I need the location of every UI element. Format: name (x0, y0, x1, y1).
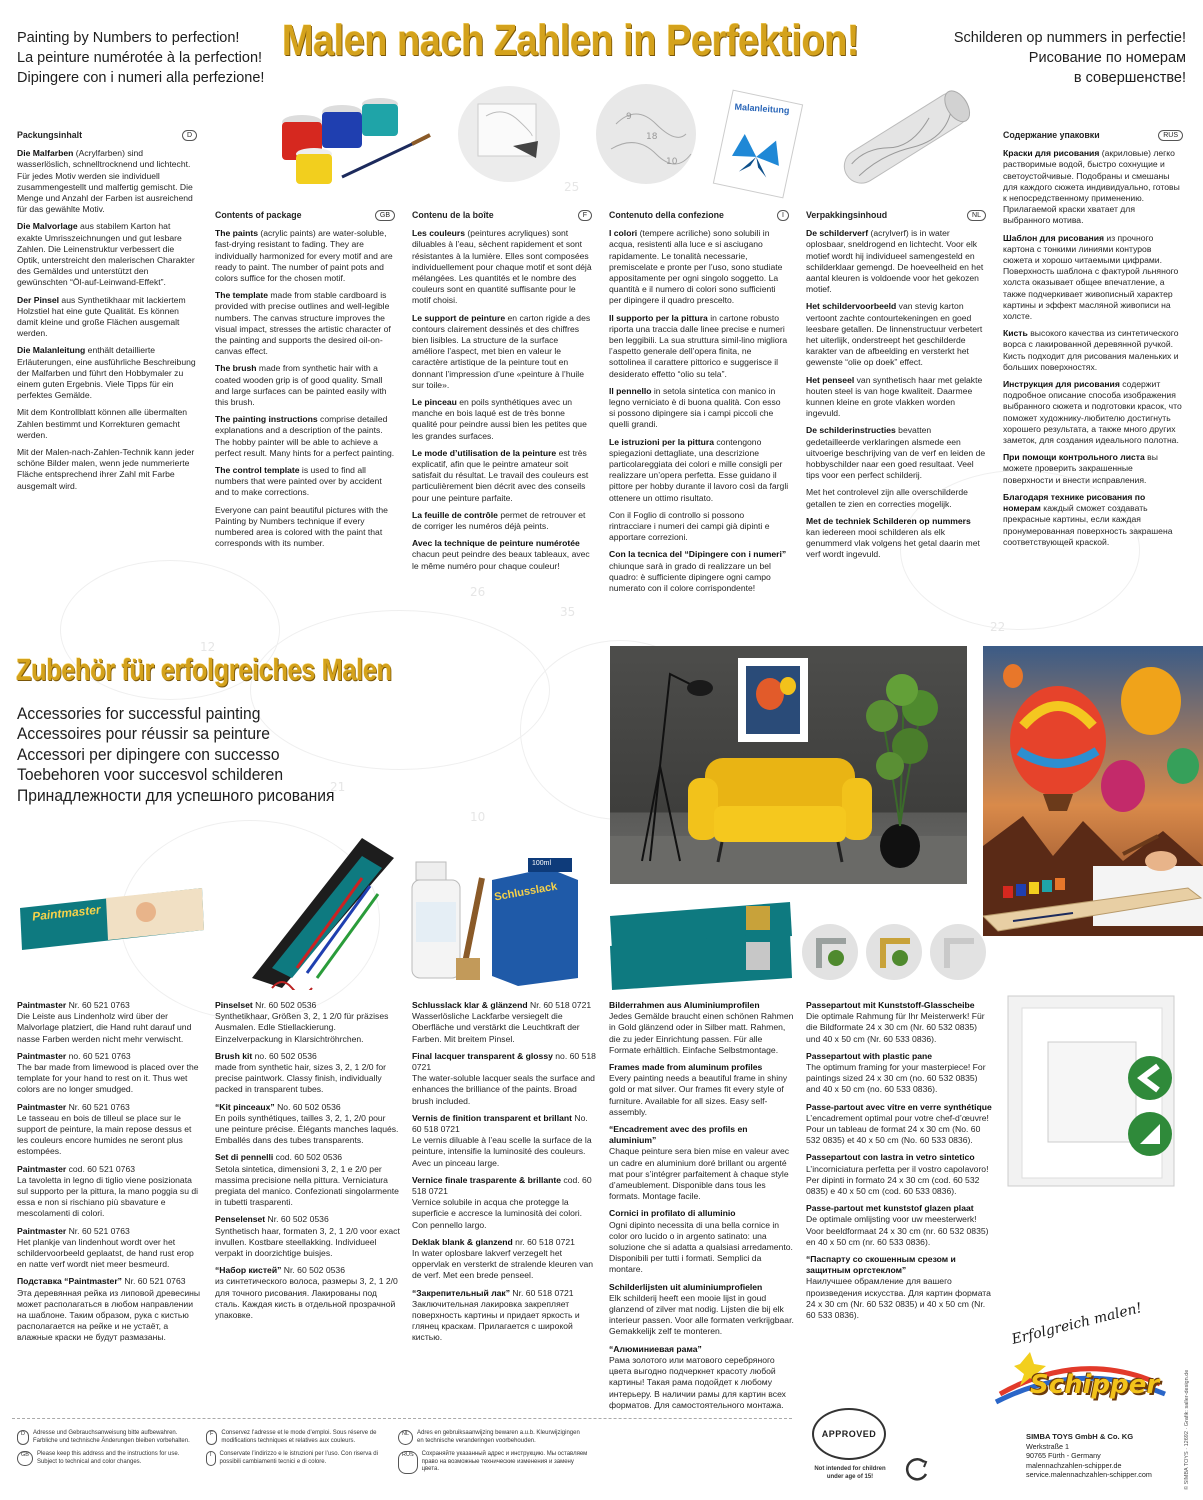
column-de (17, 130, 197, 498)
column-gb-heading: Contents of package GB (215, 210, 395, 221)
legal-f-i: F Conservez l’adresse et le mode d’emploi. Sous réserve de modifications techniques et relatives aux couleurs. I Conservate l’indirizzo e le istruzioni per l’uso. Con riserva di possibili cambiamenti tecnici e di colore. (206, 1430, 396, 1472)
legal-d: Adresse und Gebrauchsanweisung bitte aufbewahren. Farbliche und technische Änderungen bleiben vorbehalten. (32, 1430, 190, 1444)
header-left-lines (17, 28, 264, 88)
acc-lack-entry: Vernis de finition transparent et brillant No. 60 518 0721 Le vernis diluable à l’eau scelle la surface de la peinture, intensifie la luminosité des couleurs. Avec un pinceau large. (412, 1112, 592, 1168)
column-nl-paragraph: De schilderinstructies bevatten gedetailleerde verklaringen alsmede een uitvoerige beschrijving van de verf en leiden de hobbyschilder naar een goed resultaat. Veel tips voor een perfect schilderij. (806, 425, 986, 481)
legal-rus: Сохраняйте указанный адрес и инструкцию. Мы оставляем право на возможные технические изменения и замену цвета. (421, 1451, 588, 1473)
acc-paintmaster-entry: Подставка “Paintmaster” Nr. 60 521 0763 Эта деревянная рейка из липовой древесины может располагаться в любом направлении на шаблоне. Таким образом, рука с кистью располагается на рейке и не устаёт, а влажные краски не будут размазаны. (17, 1276, 201, 1343)
acc-paintmaster-entry: Paintmaster no. 60 521 0763 The bar made from limewood is placed over the template for your hand to rest on it. Thus wet colors are no longer smudged. (17, 1050, 199, 1095)
column-ru-heading: Содержание упаковки RUS (1003, 130, 1183, 141)
acc-paintmaster-entry: Paintmaster Nr. 60 521 0763 Le tasseau en bois de tilleul se place sur le support de peinture, la main repose dessus et les couleurs encore humides ne seront plus estompées. (17, 1101, 192, 1157)
column-fr-paragraph: Avec la technique de peinture numérotée chacun peut peindre des beaux tableaux, avec le même numéro pour chaque couleur! (412, 538, 590, 571)
legal-gb: Please keep this address and the instructions for use. Subject to technical and color changes. (36, 1451, 180, 1465)
column-gb-paragraph: The paints (acrylic paints) are water-soluble, fast-drying resistant to fading. They are individually harmonized for every motif and are ready to paint. The number of paint pots and colors suffice for the chosen motif. (215, 228, 393, 284)
svg-text:10: 10 (666, 157, 678, 167)
acc-lack-entry: Schlusslack klar & glänzend Nr. 60 518 0721 Wasserlösliche Lackfarbe versiegelt die Oberfläche und verstärkt die Leuchtkraft der Farben. Mit breitem Pinsel. (412, 1000, 592, 1044)
column-ru-paragraph: Шаблон для рисования из прочного картона с тонкими линиями контуров сюжета и хорошо читаемыми цифрами. Поверхность шаблона с фактурой льняного холста оказывает общее впечатление, а также подчеркивает живописный характер картины и эффект масляной живописи на холсте. (1003, 232, 1179, 322)
chevron-left-icon (1128, 1056, 1172, 1100)
company-name: SIMBA TOYS GmbH & Co. KG (1026, 1432, 1134, 1441)
acc-tagline-en: Accessories for successful painting (17, 704, 261, 723)
tagline-ru-1: Рисование по номерам (1028, 50, 1186, 66)
acc-rahmen-entry: Cornici in profilato di alluminio Ogni dipinto necessita di una bella cornice in color oro lucido o in argento satinato: una soluzione che si adatta a qualsiasi arredamento. Disponibili per tutti i formati. Semplici da montare. (609, 1208, 793, 1275)
column-gb-paragraph: The control template is used to find all numbers that were painted over by accident and to make corrections. (215, 465, 382, 498)
acc-tagline-ru: Принадлежности для успешного рисования (17, 785, 335, 805)
acc-passepartout-entry: Passe-partout avec vitre en verre synthétique L’encadrement optimal pour votre chef-d’œuvre! Pour un tableau de format 24 x 30 cm (No. 60 532 0835) et 40 x 50 cm (No. 60 533 0836). (806, 1101, 992, 1146)
aluminum-frames-product (606, 896, 796, 992)
column-nl-paragraph: Met het controlevel zijn alle overschilderde getallen te zien en correcties mogelijk. (806, 487, 968, 509)
column-fr-paragraph: La feuille de contrôle permet de retrouver et de corriger les numéros déjà peints. (412, 509, 586, 532)
approved-seal (812, 1408, 886, 1460)
column-gb-paragraph: The painting instructions comprise detailed explanations and a description of the paints. The hobby painter will be able to achieve a perfect result. Many hints for a perfect painting. (215, 414, 395, 458)
legal-i: Conservate l’indirizzo e le istruzioni per l’uso. Con riserva di possibili cambiamenti tecnici e di colore. (219, 1451, 378, 1465)
column-de-paragraph: Die Malfarben (Acrylfarben) sind wasserlöslich, schnelltrocknend und lichtecht. Für jedes Motiv werden sie individuell zusammengestellt und malfertig gemischt. Die Menge und Anzahl der Farben ist ausreichend für das gewählte Motiv. (17, 148, 193, 215)
final-lacquer-product (408, 858, 588, 990)
column-it (609, 210, 789, 600)
acc-pinsel-entry: “Набор кистей” Nr. 60 502 0536 из синтетического волоса, размеры 3, 2, 1 2/0 для точного рисования. Лакированы под сталь. Каждая кисть в отдельной прозрачной упаковке. (215, 1265, 398, 1321)
acc-column-paintmaster (17, 1000, 204, 1350)
paintmaster-bar-with-pots (983, 846, 1203, 944)
acc-column-lacquer (412, 1000, 599, 1350)
company-city: 90765 Fürth - Germany (1026, 1451, 1101, 1461)
tagline-it: Dipingere con i numeri alla perfezione! (17, 70, 265, 86)
column-de-paragraph: Mit dem Kontrollblatt können alle übermalten Zahlen bestimmt und Korrekturen gemacht werden. (17, 407, 188, 440)
control-sheet-roll-image (826, 84, 976, 194)
column-it-paragraph: Con il Foglio di controllo si possono rintracciare i numeri dei campi già dipinti e apportare correzioni. (609, 509, 770, 543)
badge-gb: GB (375, 210, 395, 221)
column-nl-paragraph: Het schildervoorbeeld van stevig karton vertoont zachte contourtekeningen en goed leesbare getallen. De linnenstructuur verbetert het uiterlijk, onderstreept het geschilderde karakter van de afbeelding en versterkt het gewenste “olie op doek” effect. (806, 301, 983, 368)
badge-d: D (182, 130, 197, 141)
legal-de-gb: D Adresse und Gebrauchsanweisung bitte aufbewahren. Farbliche und technische Änderungen bleiben vorbehalten. GB Please keep this address and the instructions for use. Subject to technical and color changes. (17, 1430, 197, 1472)
tagline-ru-2: в совершенстве! (1073, 70, 1186, 86)
column-de-heading: Packungsinhalt D (17, 130, 197, 141)
schlusslack-volume: 100ml (532, 860, 552, 867)
column-ru-paragraph: Краски для рисования (акриловые) легко растворимые водой, быстро сохнущие и светоустойчивые. Подобраны и смешаны для каждого сюжета индивидуально, готовы к непосредственному применению. Прилагаемой краски хватает для выбранного мотива. (1003, 148, 1180, 226)
instruction-booklet-image (713, 90, 803, 199)
column-de-paragraph: Mit der Malen-nach-Zahlen-Technik kann jeder schöne Bilder malen, wenn jede nummerierte Fläche entsprechend ihrer Zahl mit Farbe ausgemalt wird. (17, 447, 195, 491)
company-address (1026, 1432, 1152, 1480)
acc-pinsel-entry: Penselenset Nr. 60 502 0536 Synthetisch haar, formaten 3, 2, 1 2/0 voor exact invullen. Kostbare steellakking. Individueel verpakt in doorzichtige buisjes. (215, 1214, 400, 1259)
company-web-2[interactable]: service.malennachzahlen-schipper.com (1026, 1470, 1152, 1480)
badge-f: F (578, 210, 592, 221)
badge-rus: RUS (1158, 130, 1183, 141)
acc-lack-entry: Final lacquer transparent & glossy no. 60 518 0721 The water-soluble lacquer seals the surface and enhances the brilliance of the paints. Broad brush included. (412, 1050, 596, 1106)
approved-label: APPROVED (821, 1429, 877, 1439)
company-street: Werkstraße 1 (1026, 1441, 1070, 1451)
acc-rahmen-entry: Schilderlijsten uit aluminiumprofielen Elk schilderij heeft een mooie lijst in goud glanzend of zilver mat nodig. Lijsten die bij elk interieur passen. Voor alle formaten verkrijgbaar. Gemakkelijk zelf te monteren. (609, 1281, 794, 1337)
acc-passepartout-entry: Passepartout mit Kunststoff-Glasscheibe Die optimale Rahmung für Ihr Meisterwerk! Für die Bildformate 24 x 30 cm (Nr. 60 532 0835) und 40 x 50 cm (Nr. 60 533 0836). (806, 1000, 985, 1044)
acc-tagline-nl: Toebehoren voor succesvol schilderen (17, 765, 284, 785)
column-gb (215, 210, 395, 555)
acc-tagline-it: Accessori per dipingere con successo (17, 744, 280, 764)
column-gb-paragraph: The template made from stable cardboard is provided with precise outlines and well-legible numbers. The canvas structure improves the visual impact, stresses the artistic character of the painting and supports the desired oil-on-canvas effect. (215, 290, 391, 357)
acc-pinsel-entry: “Kit pinceaux” No. 60 502 0536 En poils synthétiques, tailles 3, 2, 1, 2/0 pour une peinture précise. Élégants manches laqués. Emballés dans des tubes transparents. (215, 1101, 399, 1146)
column-fr-paragraph: Le pinceau en poils synthétiques avec un manche en bois laqué est de très bonne qualité pour peindre aussi bien les petites que les grandes surfaces. (412, 397, 587, 441)
column-it-paragraph: Le istruzioni per la pittura contengono spiegazioni dettagliate, una descrizione particolareggiata dei colori e mille consigli per realizzare un’opera perfetta. Esse guidano il pittore per hobby durante il lavoro così da fargli ottenere un ottimo risultato. (609, 436, 789, 503)
age-warning: Not intended for children under age of 15! (814, 1466, 886, 1480)
column-it-paragraph: Con la tecnica del “Dipingere con i numeri” chiunque sarà in grado di realizzare un bel quadro: è sufficiente dipingere ogni campo numerato con il colore corrispondente! (609, 549, 787, 594)
column-nl-paragraph: De schilderverf (acrylverf) is in water oplosbaar, sneldrogend en lichtecht. Voor elk motief wordt hij individueel samengesteld en schilderklaar gemengd. De hoeveelheid en het aantal kleuren is voldoende voor het gekozen motief. (806, 228, 984, 295)
footer-divider (12, 1418, 792, 1419)
acc-lack-entry: Deklak blank & glanzend nr. 60 518 0721 In water oplosbare lakverf verzegelt het oppervlak en versterkt de stralende kleuren van de verf. Met een brede penseel. (412, 1236, 594, 1281)
room-photo (610, 646, 967, 884)
column-it-paragraph: Il supporto per la pittura in cartone robusto riporta una traccia dalle linee precise e numeri ben leggibili. La sua struttura simil-lino migliora l’aspetto generale dell’opera finita, ne sottolinea il carattere pittorico e suggerisce il desiderato effetto “olio su tela”. (609, 312, 788, 379)
column-it-paragraph: Il pennello in setola sintetica con manico in legno verniciato è di buona qualità. Con esso si possono dipingere sia i campi piccoli che quelli grandi. (609, 385, 781, 430)
column-ru-paragraph: При помощи контрольного листа вы можете проверить закрашенные поверхности и внести исправления. (1003, 452, 1158, 485)
acc-column-passepartout (806, 1000, 993, 1327)
acc-paintmaster-entry: Paintmaster Nr. 60 521 0763 Het plankje van lindenhout wordt over het schildervoorbeeld geplaatst, de hand rust erop en natte verf wordt niet meer besmeurd. (17, 1225, 194, 1270)
column-nl (806, 210, 986, 567)
column-fr-heading: Contenu de la boîte F (412, 210, 592, 221)
column-de-paragraph: Die Malvorlage aus stabilem Karton hat exakte Umrisszeichnungen und gut lesbare Zahlen. Die Leinenstruktur verbessert die Optik, unterstreicht den malerischen Charakter des Gemäldes und unterstützt den gewünschten “Öl-auf-Leinwand-Effekt”. (17, 221, 195, 288)
acc-passepartout-entry: Passepartout with plastic pane The optimum framing for your masterpiece! For paintings sized 24 x 30 cm (no. 60 532 0835) and 40 x 50 cm (no. 60 533 0836). (806, 1050, 986, 1095)
tagline-nl: Schilderen op nummers in perfectie! (953, 30, 1186, 46)
booklet-title: Malanleitung (734, 101, 790, 116)
column-gb-paragraph: The brush made from synthetic hair with a coated wooden grip is of good quality. Small and large surfaces can be painted easily with this brush. (215, 363, 387, 408)
canvas-template-image (596, 84, 696, 184)
vertical-credit: © SIMBA TOYS · 12692 · Grafik: saller-design.de (1184, 1369, 1190, 1490)
header-right-lines (954, 28, 1186, 88)
badge-i: I (777, 210, 789, 221)
template-card-image (458, 86, 560, 182)
acc-rahmen-entry: “Алюминиевая рама” Рама золотого или матового серебряного цвета выгодно подчеркнет красоту любой картины! Такая рама подойдет к любому интерьеру. В наличии рамы для картин всех форматов. Для самостоятельного монтажа. (609, 1343, 786, 1410)
recycle-icon (902, 1454, 932, 1484)
paintmaster-logo: Paintmaster (31, 902, 102, 924)
acc-passepartout-entry: “Паспарту со скошенным срезом и защитным оргстеклом” Наилучшее обрамление для вашего произведения искусства. Для картин формата 24 x 30 cm (Nr. 60 532 0835) и 40 x 50 cm (Nr. 60 533 0836). (806, 1254, 991, 1321)
badge-nl: NL (967, 210, 986, 221)
acc-column-brush-set (215, 1000, 402, 1327)
acc-passepartout-entry: Passepartout con lastra in vetro sintetico L’incorniciatura perfetta per il vostro capolavoro! Per dipinti in formato 24 x 30 cm (cod. 60 532 0835) e 40 x 50 cm (cod. 60 533 0836). (806, 1152, 989, 1197)
column-nl-heading: Verpakkingsinhoud NL (806, 210, 986, 221)
legal-nl-rus: NL Adres en gebruiksaanwijzing bewaren a.u.b. Kleurwijzigingen en technische veranderingen voorbehouden. RUS Сохраняйте указанный адрес и инструкцию. Мы оставляем право на возможные технические изменения и замену цвета. (398, 1430, 588, 1480)
acc-pinsel-entry: Set di pennelli cod. 60 502 0536 Setola sintetica, dimensioni 3, 2, 1 e 2/0 per massima precisione nella pittura. Verniciatura pregiata del manico. Confezionati singolarmente in tubetti trasparenti. (215, 1152, 399, 1208)
column-it-heading: Contenuto della confezione I (609, 210, 789, 221)
frame-corner-samples (798, 918, 998, 988)
svg-text:18: 18 (646, 132, 658, 142)
legal-nl: Adres en gebruiksaanwijzing bewaren a.u.b. Kleurwijzigingen en technische veranderingen voorbehouden. (417, 1430, 580, 1444)
column-ru-paragraph: Инструкция для рисования содержит подробное описание способа изображения выбранного сюжета и подготовки красок, что поможет художнику-любителю достигнуть хорошего результата, а также много других заметок, для создания идеального полотна. (1003, 379, 1182, 446)
brand-name: Schipper (1030, 1370, 1160, 1400)
column-fr-paragraph: Les couleurs (peintures acryliques) sont diluables à l’eau, sèchent rapidement et sont résistantes à la lumière. Elles sont composées individuellement pour chaque motif et sont déjà mélangées. Les quantités et le nombre des couleurs sont en quantité suffisante pour le motif choisi. (412, 228, 592, 306)
paint-pots-image (272, 82, 432, 190)
acc-passepartout-entry: Passe-partout met kunststof glazen plaat De optimale omlijsting voor uw meesterwerk! Voor beeldformaat 24 x 30 cm (nr. 60 532 0835) en 40 x 50 cm (nr. 60 533 0836). (806, 1203, 989, 1247)
column-fr-paragraph: Le mode d’utilisation de la peinture est très explicatif, afin que le peintre amateur soit satisfait du résultat. Le travail des couleurs est particulièrement bien décrit avec des conseils pour une peinture parfaite. (412, 447, 589, 503)
acc-rahmen-entry: Bilderrahmen aus Aluminiumprofilen Jedes Gemälde braucht einen schönen Rahmen in Gold glänzend oder in Silber matt. Rahmen, die zu jeder Einrichtung passen. Für alle Formate erhältlich. Einfache Selbstmontage. (609, 1000, 794, 1055)
page-corner-icon (1128, 1112, 1172, 1156)
column-gb-paragraph: Everyone can paint beautiful pictures with the Painting by Numbers technique if every numbered area is colored with the paint that corresponds with its number. (215, 504, 388, 549)
tagline-en: Painting by Numbers to perfection! (17, 30, 240, 46)
column-nl-paragraph: Het penseel van synthetisch haar met gelakte houten steel is van hoge kwaliteit. Daarmee kunnen kleine en grote vlakken worden ingevuld. (806, 374, 983, 419)
brand-slogan: Erfolgreich malen! (1010, 1300, 1144, 1348)
column-nl-paragraph: Met de techniek Schilderen op nummers kan iedereen mooi schilderen als elk genummerd vlak volgens het getal daarin met verf wordt ingevuld. (806, 515, 980, 560)
column-fr (412, 210, 592, 578)
brush-set-product (212, 828, 400, 990)
schlusslack-label: Schlusslack (493, 880, 559, 904)
column-ru-paragraph: Кисть высокого качества из синтетического ворса с лакированной деревянной ручкой. Кисть подходит для рисования маленьких и больших поверхностях. (1003, 328, 1179, 372)
acc-rahmen-entry: “Encadrement avec des profils en aluminium” Chaque peinture sera bien mise en valeur avec un cadre en aluminium doré brillant ou argenté mat pour s’intégrer parfaitement à chaque style d’ameublement. Disponible dans tous les formats. Montage facile. (609, 1124, 790, 1202)
company-web-1[interactable]: malennachzahlen-schipper.de (1026, 1460, 1122, 1470)
page-title: Malen nach Zahlen in Perfektion! (282, 16, 860, 65)
tagline-fr: La peinture numérotée à la perfection! (17, 50, 263, 66)
schipper-logo (990, 1344, 1170, 1414)
acc-lack-entry: Vernice finale trasparente & brillante cod. 60 518 0721 Vernice solubile in acqua che protegge la superficie e accresce la luminosità dei colori. Con pennello largo. (412, 1174, 592, 1230)
column-ru-paragraph: Благодаря технике рисования по номерам каждый сможет создавать прекрасные картины, если каждая пронумерованная поверхность закрашена соответствующей краской. (1003, 491, 1173, 547)
acc-paintmaster-entry: Paintmaster Nr. 60 521 0763 Die Leiste aus Lindenholz wird über der Malvorlage platziert, die Hand ruht darauf und nasse Farben werden nicht mehr verwischt. (17, 1000, 192, 1044)
column-it-paragraph: I colori (tempere acriliche) sono solubili in acqua, resistenti alla luce e si asciugano rapidamente. Le tonalità necessarie, premiscelate e pronte per l’uso, sono studiate appositamente per ogni singolo soggetto. La quantità e il numero di colori sono sufficienti per dipingere il quadro prescelto. (609, 228, 783, 306)
accessories-title: Zubehör für erfolgreiches Malen (16, 652, 392, 687)
column-ru (1003, 130, 1183, 554)
legal-f: Conservez l’adresse et le mode d’emploi. Sous réserve de modifications techniques et relatives aux couleurs. (221, 1430, 377, 1444)
acc-lack-entry: “Закрепительный лак” Nr. 60 518 0721 Заключительная лакировка закрепляет поверхность картины и придает яркость и глянец краскам. Прилагается с широкой кистью. (412, 1287, 580, 1343)
column-fr-paragraph: Le support de peinture en carton rigide a des contours clairement dessinés et des chiffres bien lisibles. La structure de la surface améliore l’aspect, met bien en valeur le caractère artistique de la peinture tout en donnant l’impression d’une «peinture à l’huile sur toile». (412, 312, 591, 390)
acc-paintmaster-entry: Paintmaster cod. 60 521 0763 La tavoletta in legno di tiglio viene posizionata sul supporto per la pittura, la mano poggia su di essa e non si rischiano più sbavature e mescolamenti di colori. (17, 1163, 199, 1219)
acc-pinsel-entry: Brush kit no. 60 502 0536 made from synthetic hair, sizes 3, 2, 1 2/0 for precise paintwork. Classy finish, individually packed in transparent tubes. (215, 1050, 386, 1095)
acc-column-frames (609, 1000, 796, 1417)
acc-tagline-fr: Accessoires pour réussir sa peinture (17, 724, 270, 744)
column-de-paragraph: Die Malanleitung enthält detaillierte Erläuterungen, eine ausführliche Beschreibung der Malfarben und führt den Hobbymaler zu einem guten Ergebnis. Viele Tipps für ein perfektes Gemälde. (17, 345, 196, 401)
acc-rahmen-entry: Frames made from aluminum profiles Every painting needs a beautiful frame in shiny gold or mat silver. Our frames fit every style of furniture. Available for all sizes. Easy self-assembly. (609, 1062, 788, 1117)
acc-pinsel-entry: Pinselset Nr. 60 502 0536 Synthetikhaar, Größen 3, 2, 1 2/0 für präzises Ausmalen. Edle Stiellackierung. Einzelverpackung in Klarsichtröhrchen. (215, 1000, 389, 1044)
column-de-paragraph: Der Pinsel aus Synthetikhaar mit lackiertem Holzstiel hat eine gute Qualität. Es können damit kleine und große Flächen ausgemalt werden. (17, 294, 186, 339)
svg-text:9: 9 (626, 112, 632, 122)
paintmaster-product (16, 880, 206, 952)
accessories-taglines (17, 704, 334, 806)
